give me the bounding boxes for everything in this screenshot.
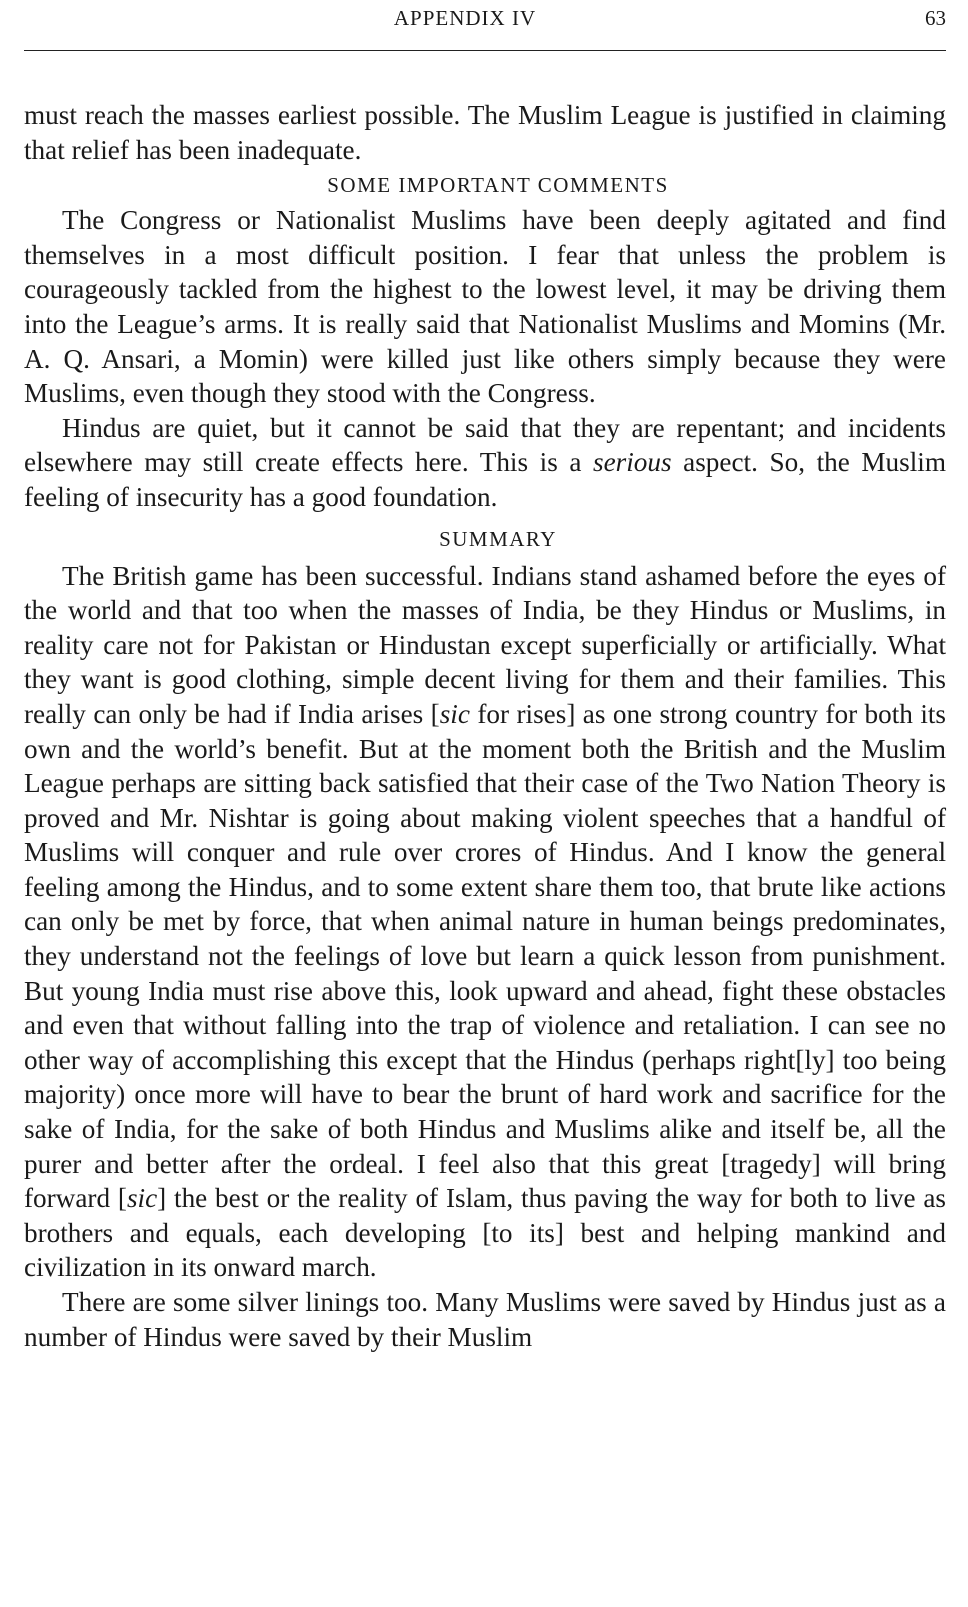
page-number: 63	[925, 6, 946, 30]
running-head	[24, 6, 946, 40]
text-run: ] the best or the reality of Islam, thus paving the way for both to live as brothers and equals, each developing [to its] best and helping mankind and civilization in its onward march.	[24, 1183, 946, 1283]
text-run: Hindus are quiet, but it cannot be said that they are repentant; and incidents elsewhere may still create effects here. This is a	[24, 412, 946, 478]
text-run: The British game has been successful. Indians stand ashamed before the eyes of the world and that too when the masses of India, be they Hindus or Muslims, in reality care not for Pakistan or Hindustan except superficially or artificially. What they want is good clothing, simple decent living for them and their families. This really can only be had if India arises [	[24, 560, 946, 729]
text-run: for rises] as one strong country for both its own and the world’s benefit. But at the moment both the British and the Muslim League perhaps are sitting back satisfied that their case of the Two Nation Theory is proved and Mr. Nishtar is going about making violent speeches that a handful of Muslims will conquer and rule over crores of Hindus. And I know the general feeling among the Hindus, and to some extent share them too, that brute like actions can only be met by force, that when animal nature in human beings predominates, they understand not the feelings of love but learn a quick lesson from punishment. But young India must rise above this, look upward and ahead, fight these obstacles and even that without falling into the trap of violence and retaliation. I can see no other way of accomplishing this except that the Hindus (perhaps right[ly] too being majority) once more will have to bear the brunt of hard work and sacrifice for the sake of India, for the sake of both Hindus and Muslims alike and itself be, all the purer and better after the ordeal. I feel also that this great [tragedy] will bring forward [	[24, 698, 947, 1214]
body-text	[24, 98, 946, 1354]
italic-sic: sic	[126, 1183, 158, 1214]
section-heading-comments: SOME IMPORTANT COMMENTS	[327, 173, 669, 198]
running-title: APPENDIX IV	[393, 6, 537, 30]
italic-sic: sic	[439, 698, 470, 729]
paragraph-hindus-quiet	[24, 411, 946, 515]
italic-word-serious: serious	[593, 447, 672, 478]
paragraph-continued: must reach the masses earliest possible. The Muslim League is justified in claiming that relief has been inadequate.	[24, 100, 946, 165]
text-run: aspect. So, the Muslim feeling of insecurity has a good foundation.	[24, 447, 946, 512]
paragraph-nationalist-muslims: The Congress or Nationalist Muslims have been deeply agitated and find themselves in a most difficult position. I fear that unless the problem is courageously tackled from the highest to the lowest level, it may be driving them into the League’s arms. It is really said that Nationalist Muslims and Momins (Mr. A. Q. Ansari, a Momin) were killed just like others simply because they were Muslims, even though they stood with the Congress.	[24, 205, 946, 409]
paragraph-silver-linings: There are some silver linings too. Many Muslims were saved by Hindus just as a number of Hindus were saved by their Muslim	[24, 1287, 946, 1352]
section-heading-summary: SUMMARY	[439, 526, 557, 551]
header-rule	[24, 50, 946, 51]
paragraph-summary	[24, 559, 946, 1285]
